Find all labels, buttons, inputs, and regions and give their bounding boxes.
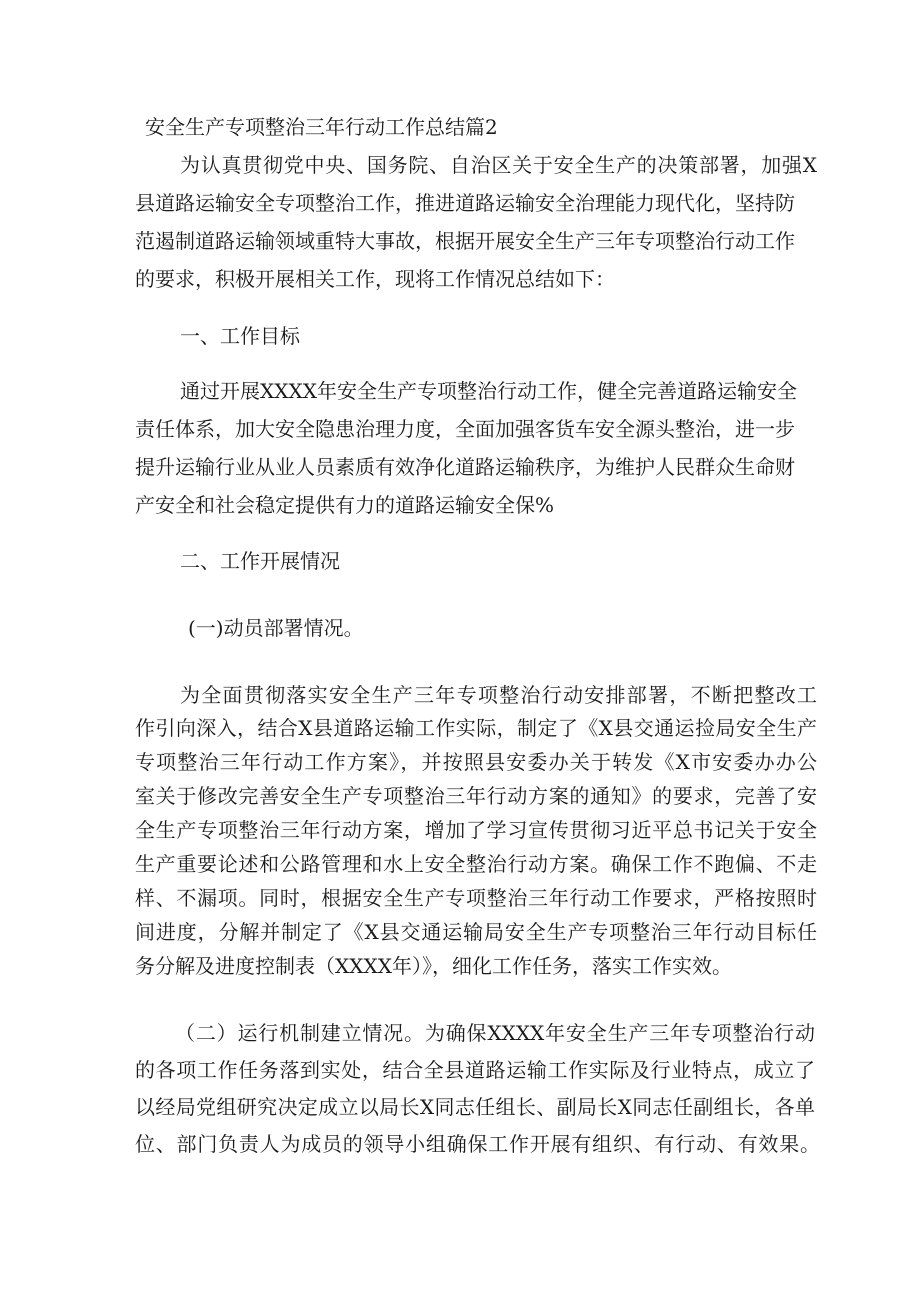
paragraph-line: 县道路运输安全专项整治工作，推进道路运输安全治理能力现代化，坚持防: [135, 191, 795, 215]
paragraph-line: 作引向深入，结合X县道路运输工作实际，制定了《X县交通运捡局安全生产: [135, 716, 817, 740]
section-heading-progress: 二、工作开展情况: [180, 549, 340, 573]
subsection-heading-mobilization: (一)动员部署情况。: [188, 616, 364, 640]
paragraph-line: 务分解及进度控制表（XXXX年）》，细化工作任务，落实工作实效。: [135, 954, 732, 978]
paragraph-line: 室关于修改完善安全生产专项整治三年行动方案的通知》的要求，完善了安: [135, 784, 817, 808]
paragraph-line: 为认真贯彻党中央、国务院、自治区关于安全生产的决策部署，加强X: [180, 153, 817, 177]
paragraph-line: 专项整治三年行动工作方案》，并按照县安委办关于转发《X市安委办办公: [135, 750, 817, 774]
paragraph-line: 为全面贯彻落实安全生产三年专项整治行动安排部署，不断把整改工: [180, 683, 817, 707]
paragraph-line: 产安全和社会稳定提供有力的道路运输安全保%: [135, 493, 555, 517]
paragraph-line: 生产重要论述和公路管理和水上安全整治行动方案。确保工作不跑偏、不走: [135, 852, 817, 876]
paragraph-line: 全生产专项整治三年行动方案，增加了学习宣传贯彻习近平总书记关于安全: [135, 818, 817, 842]
paragraph-line: 位、部门负责人为成员的领导小组确保工作开展有组织、有行动、有效果。: [135, 1132, 820, 1156]
paragraph-line: 以经局党组研究决定成立以局长X同志任组长、副局长X同志任副组长，各单: [135, 1095, 815, 1119]
section-heading-goals: 一、工作目标: [180, 324, 300, 348]
paragraph-line: 的要求，积极开展相关工作，现将工作情况总结如下：: [135, 267, 615, 291]
paragraph-line: （二）运行机制建立情况。为确保XXXX年安全生产三年专项整治行动: [175, 1021, 815, 1045]
paragraph-line: 样、不漏项。同时，根据安全生产专项整治三年行动工作要求，严格按照时: [135, 886, 817, 910]
paragraph-line: 的各项工作任务落到实处，结合全县道路运输工作实际及行业特点，成立了: [135, 1058, 815, 1082]
paragraph-line: 提升运输行业从业人员素质有效净化道路运输秩序，为维护人民群众生命财: [135, 455, 795, 479]
document-title: 安全生产专项整治三年行动工作总结篇2: [145, 115, 498, 139]
paragraph-line: 间进度，分解并制定了《X县交通运输局安全生产专项整治三年行动目标任: [135, 920, 817, 944]
paragraph-line: 通过开展XXXX年安全生产专项整治行动工作，健全完善道路运输安全: [180, 379, 797, 403]
paragraph-line: 范遏制道路运输领域重特大事故，根据开展安全生产三年专项整治行动工作: [135, 229, 795, 253]
paragraph-line: 责任体系，加大安全隐患治理力度，全面加强客货车安全源头整治，进一步: [135, 417, 795, 441]
